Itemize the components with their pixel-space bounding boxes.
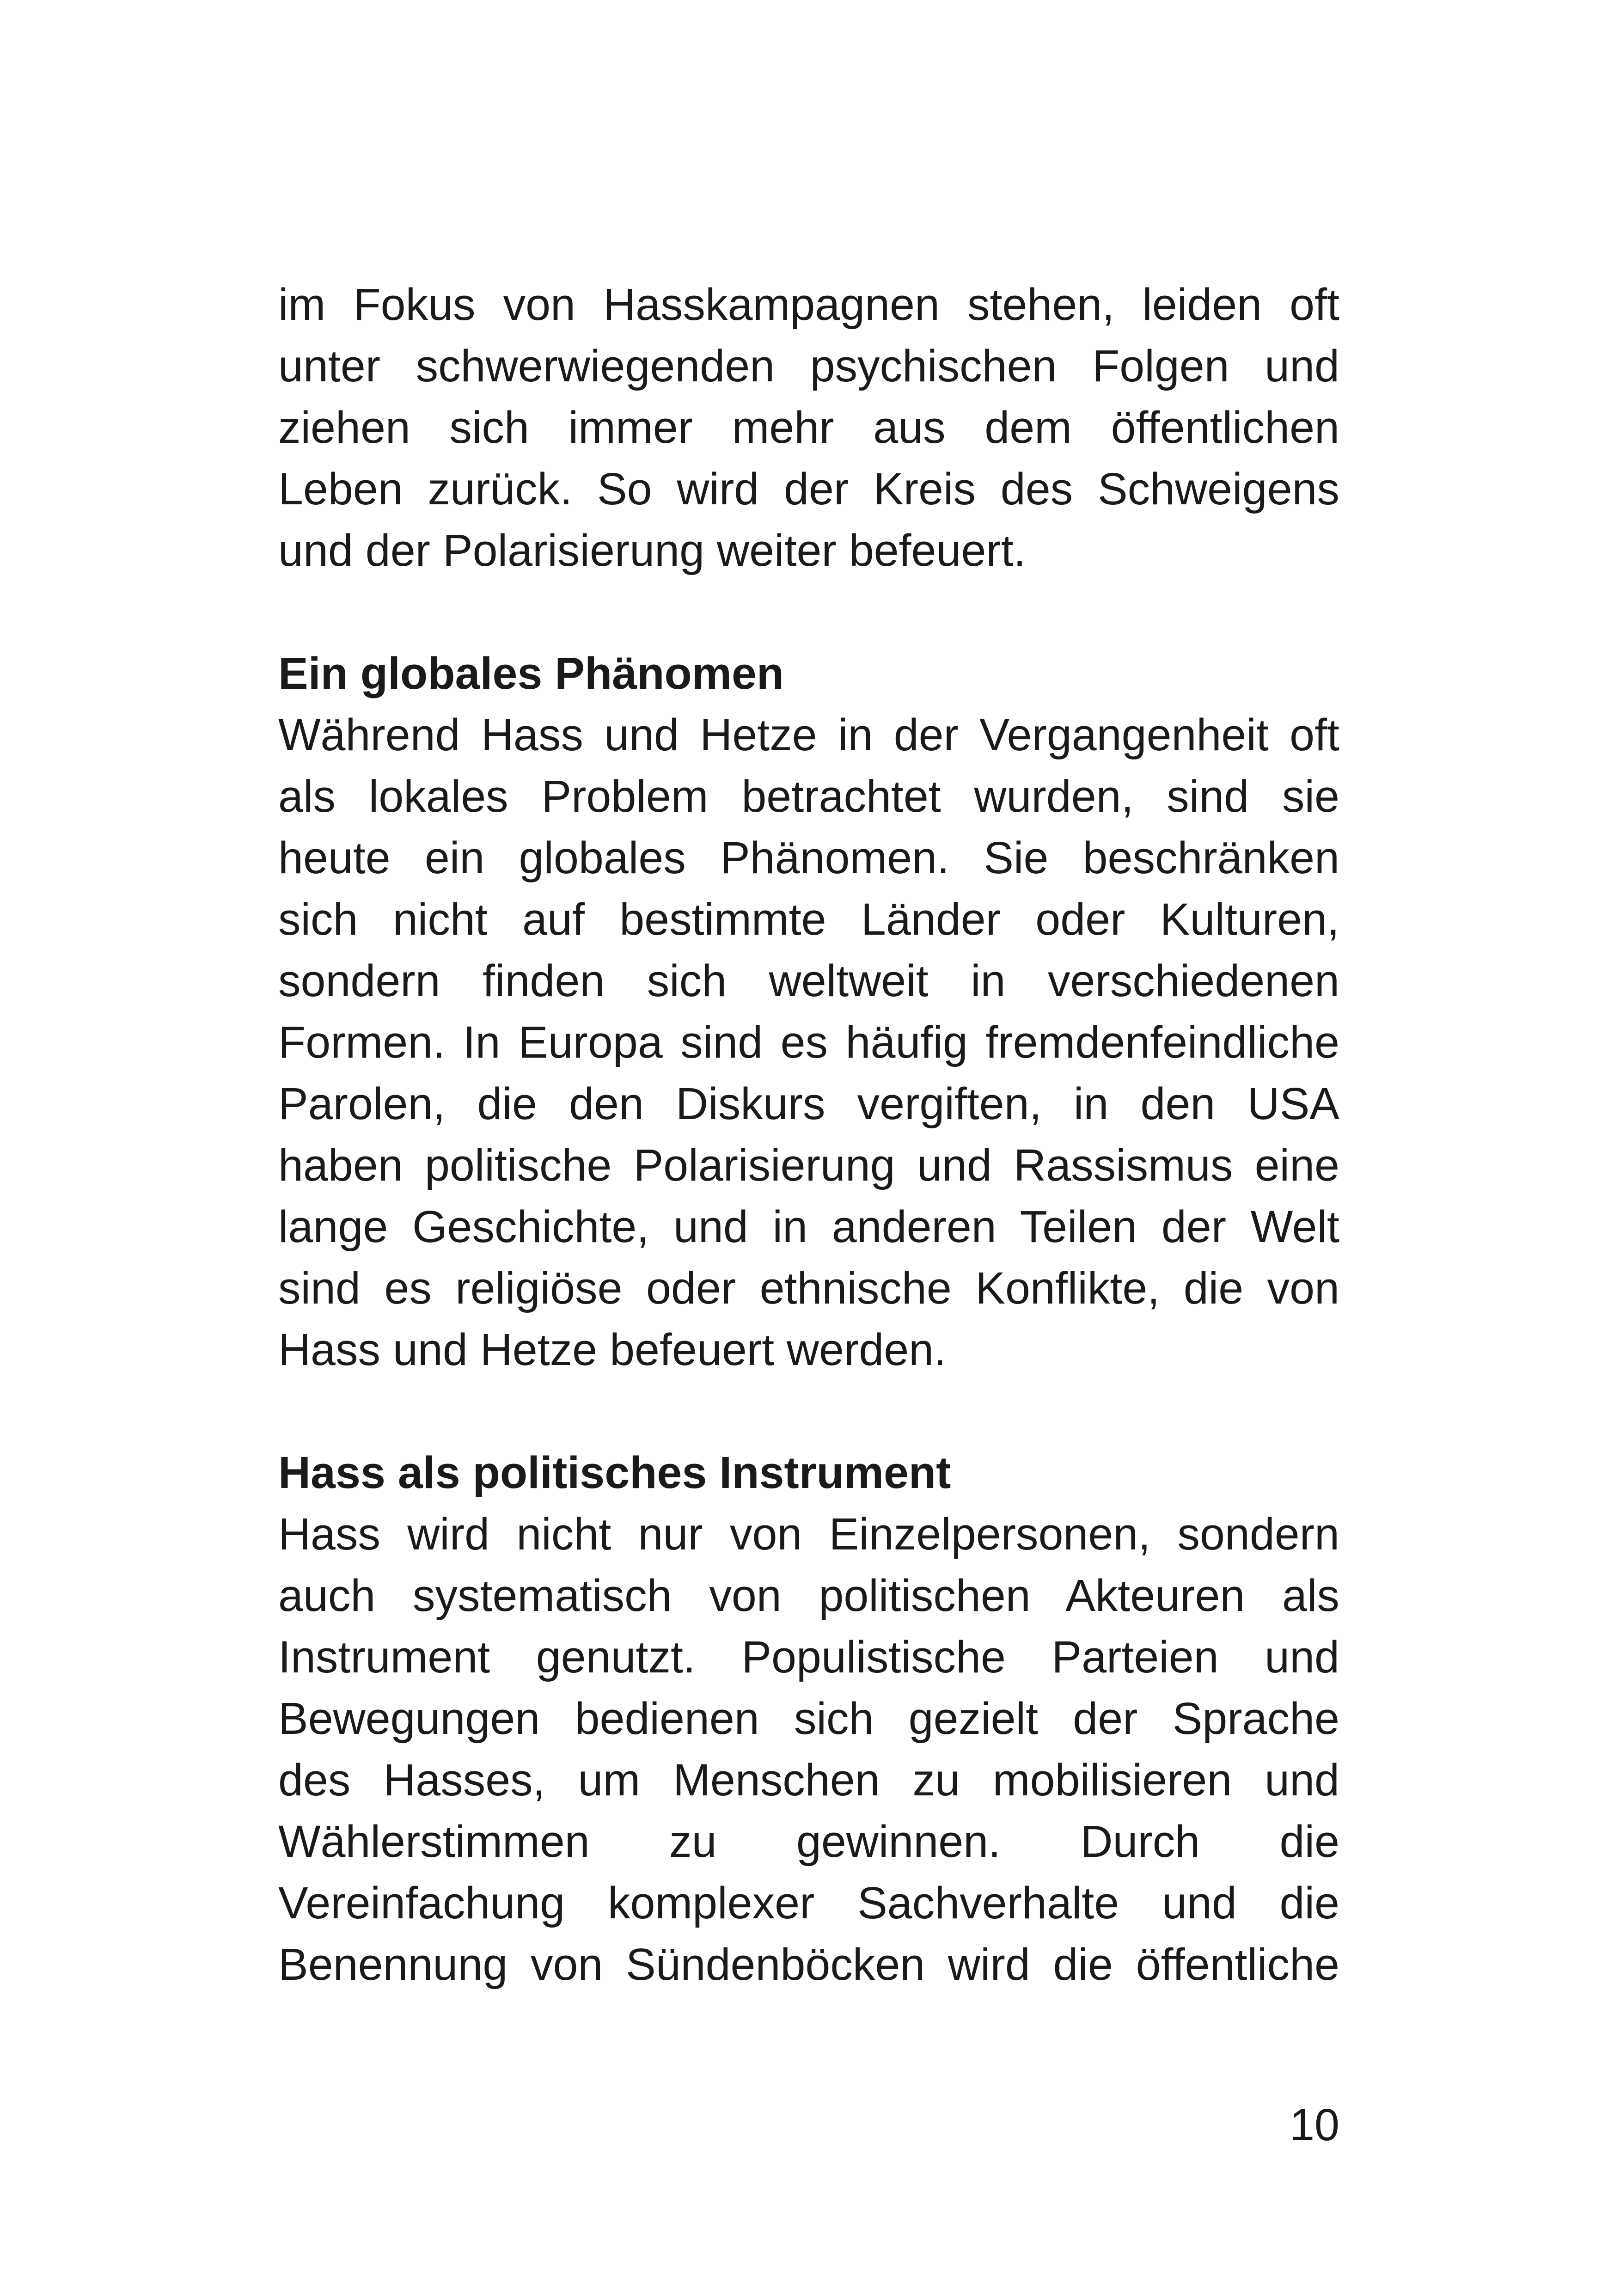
text-line: Bewegungen bedienen sich gezielt der Sprache: [278, 1693, 1339, 1744]
text-line: als lokales Problem betrachtet wurden, sind sie: [278, 771, 1339, 821]
page-body: [278, 274, 1339, 1995]
text-line: des Hasses, um Menschen zu mobilisieren und: [278, 1755, 1339, 1805]
paragraph-gap: [278, 581, 1339, 643]
text-line: heute ein globales Phänomen. Sie beschränken: [278, 833, 1339, 883]
text-line: Hass und Hetze befeuert werden.: [278, 1324, 947, 1375]
text-line: Wählerstimmen zu gewinnen. Durch die: [278, 1816, 1339, 1867]
text-line: sich nicht auf bestimmte Länder oder Kulturen,: [278, 894, 1339, 944]
text-line: Parolen, die den Diskurs vergiften, in den USA: [278, 1078, 1339, 1129]
text-line: haben politische Polarisierung und Rassismus eine: [278, 1140, 1339, 1190]
text-line: Hass wird nicht nur von Einzelpersonen, sondern: [278, 1509, 1339, 1559]
text-line: sondern finden sich weltweit in verschiedenen: [278, 955, 1339, 1006]
section-global-phenomenon: [278, 643, 1339, 1380]
text-line: Während Hass und Hetze in der Vergangenheit oft: [278, 710, 1339, 760]
text-line: Benennung von Sündenböcken wird die öffentliche: [278, 1939, 1339, 1990]
text-line: unter schwerwiegenden psychischen Folgen und: [278, 341, 1339, 391]
page-number: 10: [1290, 2100, 1339, 2150]
text-line: Instrument genutzt. Populistische Parteien und: [278, 1632, 1339, 1682]
text-line: ziehen sich immer mehr aus dem öffentlichen: [278, 402, 1339, 453]
text-line: und der Polarisierung weiter befeuert.: [278, 525, 1026, 576]
paragraph-gap: [278, 1380, 1339, 1442]
section-heading: Ein globales Phänomen: [278, 648, 784, 698]
text-line: Vereinfachung komplexer Sachverhalte und die: [278, 1878, 1339, 1928]
text-line: im Fokus von Hasskampagnen stehen, leiden oft: [278, 279, 1339, 330]
intro-paragraph: [278, 274, 1339, 581]
text-line: Formen. In Europa sind es häufig fremdenfeindliche: [278, 1017, 1339, 1067]
section-political-instrument: [278, 1442, 1339, 1995]
text-line: lange Geschichte, und in anderen Teilen der Welt: [278, 1201, 1339, 1252]
text-line: sind es religiöse oder ethnische Konflikte, die von: [278, 1263, 1339, 1313]
section-heading: Hass als politisches Instrument: [278, 1447, 951, 1498]
text-line: auch systematisch von politischen Akteuren als: [278, 1570, 1339, 1621]
text-line: Leben zurück. So wird der Kreis des Schweigens: [278, 464, 1339, 514]
